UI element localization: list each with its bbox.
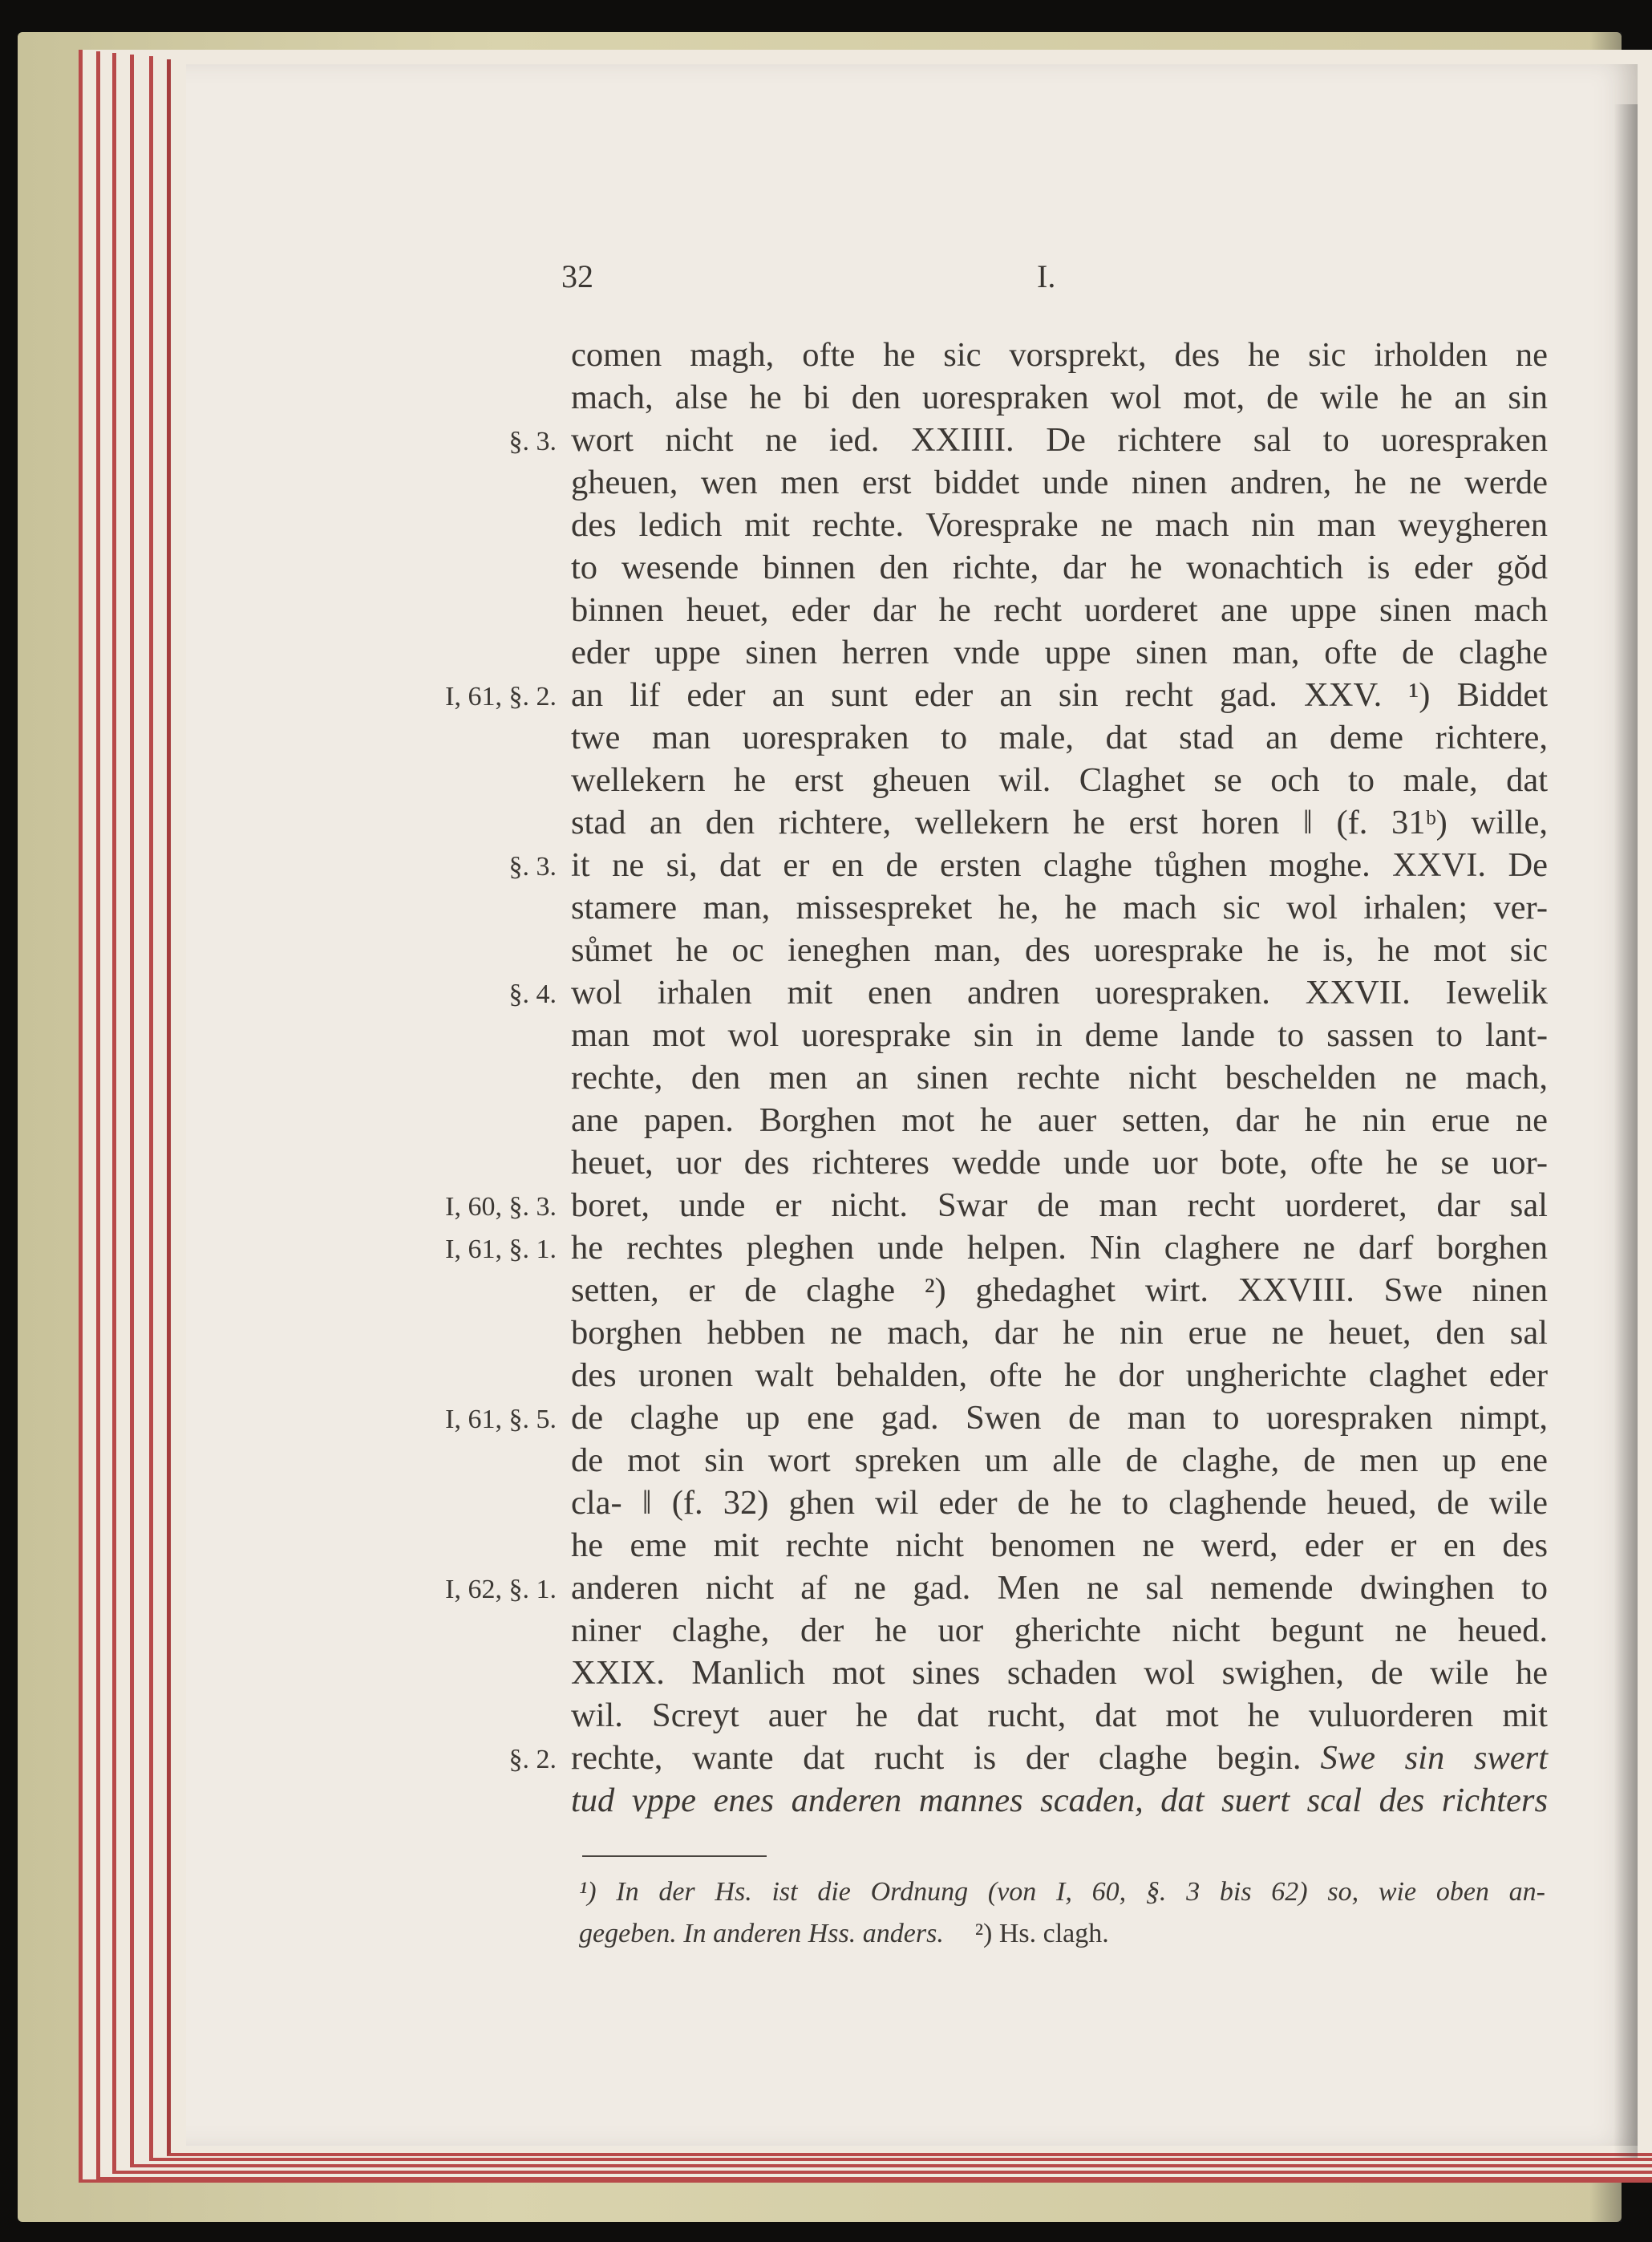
text-line: rechte, den men an sinen rechte nicht beschelden ne mach, <box>571 1059 1548 1097</box>
footnote-rule <box>582 1855 767 1857</box>
page-number: 32 <box>561 258 593 294</box>
italic-text: Swe sin swert <box>1320 1739 1549 1777</box>
margin-reference: §. 4. <box>508 979 557 1009</box>
text-line: wol irhalen mit enen andren uorespraken. XXVII. Iewelik <box>571 974 1548 1012</box>
text-line: binnen heuet, eder dar he recht uorderet ane uppe sinen mach <box>571 591 1548 629</box>
text-line: anderen nicht af ne gad. Men ne sal nemende dwinghen to <box>571 1569 1548 1607</box>
text-line: wort nicht ne ied. XXIIII. De richtere sal to uorespraken <box>571 421 1548 459</box>
text-line: de claghe up ene gad. Swen de man to uorespraken nimpt, <box>571 1399 1548 1437</box>
text-line: setten, er de claghe ²) ghedaghet wirt. XXVIII. Swe ninen <box>571 1271 1548 1309</box>
text-line: sůmet he oc ieneghen man, des uoresprake he is, he mot sic <box>571 931 1548 969</box>
footnote-line <box>579 1913 1545 1955</box>
margin-reference: I, 61, §. 5. <box>445 1405 557 1434</box>
text-line: niner claghe, der he uor gherichte nicht begunt ne heued. <box>571 1612 1548 1649</box>
text-line: ane papen. Borghen mot he auer setten, dar he nin erue ne <box>571 1101 1548 1139</box>
text-line: twe man uorespraken to male, dat stad an deme richtere, <box>571 719 1548 756</box>
text-line: tud vppe enes anderen mannes scaden, dat suert scal des richters <box>571 1782 1548 1819</box>
footnote-text: gegeben. In anderen Hss. anders. <box>579 1919 944 1948</box>
text-line: man mot wol uoresprake sin in deme lande to sassen to lant- <box>571 1016 1548 1054</box>
text-line: heuet, uor des richteres wedde unde uor bote, ofte he se uor- <box>571 1144 1548 1182</box>
margin-reference: §. 3. <box>508 852 557 882</box>
text-line: he eme mit rechte nicht benomen ne werd, eder er en des <box>571 1526 1548 1564</box>
text-line: to wesende binnen den richte, dar he wonachtich is eder gŏd <box>571 549 1548 586</box>
text-line: eder uppe sinen herren vnde uppe sinen man, ofte de claghe <box>571 634 1548 671</box>
text-line: gheuen, wen men erst biddet unde ninen andren, he ne werde <box>571 464 1548 501</box>
text-line: de mot sin wort spreken um alle de claghe, de men up ene <box>571 1441 1548 1479</box>
text-line: boret, unde er nicht. Swar de man recht uorderet, dar sal <box>571 1186 1548 1224</box>
text-line: wil. Screyt auer he dat rucht, dat mot he vuluorderen mit <box>571 1697 1548 1734</box>
margin-reference: I, 61, §. 1. <box>445 1235 557 1264</box>
footnote-line: ¹) In der Hs. ist die Ordnung (von I, 60, §. 3 bis 62) so, wie oben an- <box>579 1877 1545 1907</box>
text-line: des uronen walt behalden, ofte he dor ungherichte claghet eder <box>571 1356 1548 1394</box>
text-line: stad an den richtere, wellekern he erst horen ‖ (f. 31ᵇ) wille, <box>571 804 1548 841</box>
text-line: stamere man, missespreket he, he mach sic wol irhalen; ver- <box>571 889 1548 926</box>
text-line: comen magh, ofte he sic vorsprekt, des he sic irholden ne <box>571 336 1548 374</box>
text-line <box>571 1737 1548 1779</box>
margin-reference: I, 61, §. 2. <box>445 682 557 712</box>
margin-reference: §. 3. <box>508 427 557 456</box>
text-line: XXIX. Manlich mot sines schaden wol swighen, de wile he <box>571 1654 1548 1692</box>
text-line: wellekern he erst gheuen wil. Claghet se och to male, dat <box>571 761 1548 799</box>
footnotes <box>579 1871 1545 1955</box>
text-segment: rechte, wante dat rucht is der claghe begin. <box>571 1739 1302 1777</box>
margin-reference: I, 62, §. 1. <box>445 1575 557 1604</box>
text-line: an lif eder an sunt eder an sin recht gad. XXV. ¹) Biddet <box>571 676 1548 714</box>
running-head: I. <box>1037 258 1056 294</box>
text-line: he rechtes pleghen unde helpen. Nin claghere ne darf borghen <box>571 1229 1548 1267</box>
text-line: borghen hebben ne mach, dar he nin erue ne heuet, den sal <box>571 1314 1548 1352</box>
text-line: des ledich mit rechte. Voresprake ne mach nin man weygheren <box>571 506 1548 544</box>
margin-reference: I, 60, §. 3. <box>445 1192 557 1222</box>
body-text <box>571 334 1548 1822</box>
margin-reference: §. 2. <box>508 1745 557 1774</box>
text-line: it ne si, dat er en de ersten claghe tůghen moghe. XXVI. De <box>571 846 1548 884</box>
footnote-text: ²) Hs. clagh. <box>974 1919 1109 1948</box>
page-gutter-shadow <box>1614 104 1638 2158</box>
text-line: cla- ‖ (f. 32) ghen wil eder de he to claghende heued, de wile <box>571 1484 1548 1522</box>
text-line: mach, alse he bi den uorespraken wol mot, de wile he an sin <box>571 379 1548 416</box>
